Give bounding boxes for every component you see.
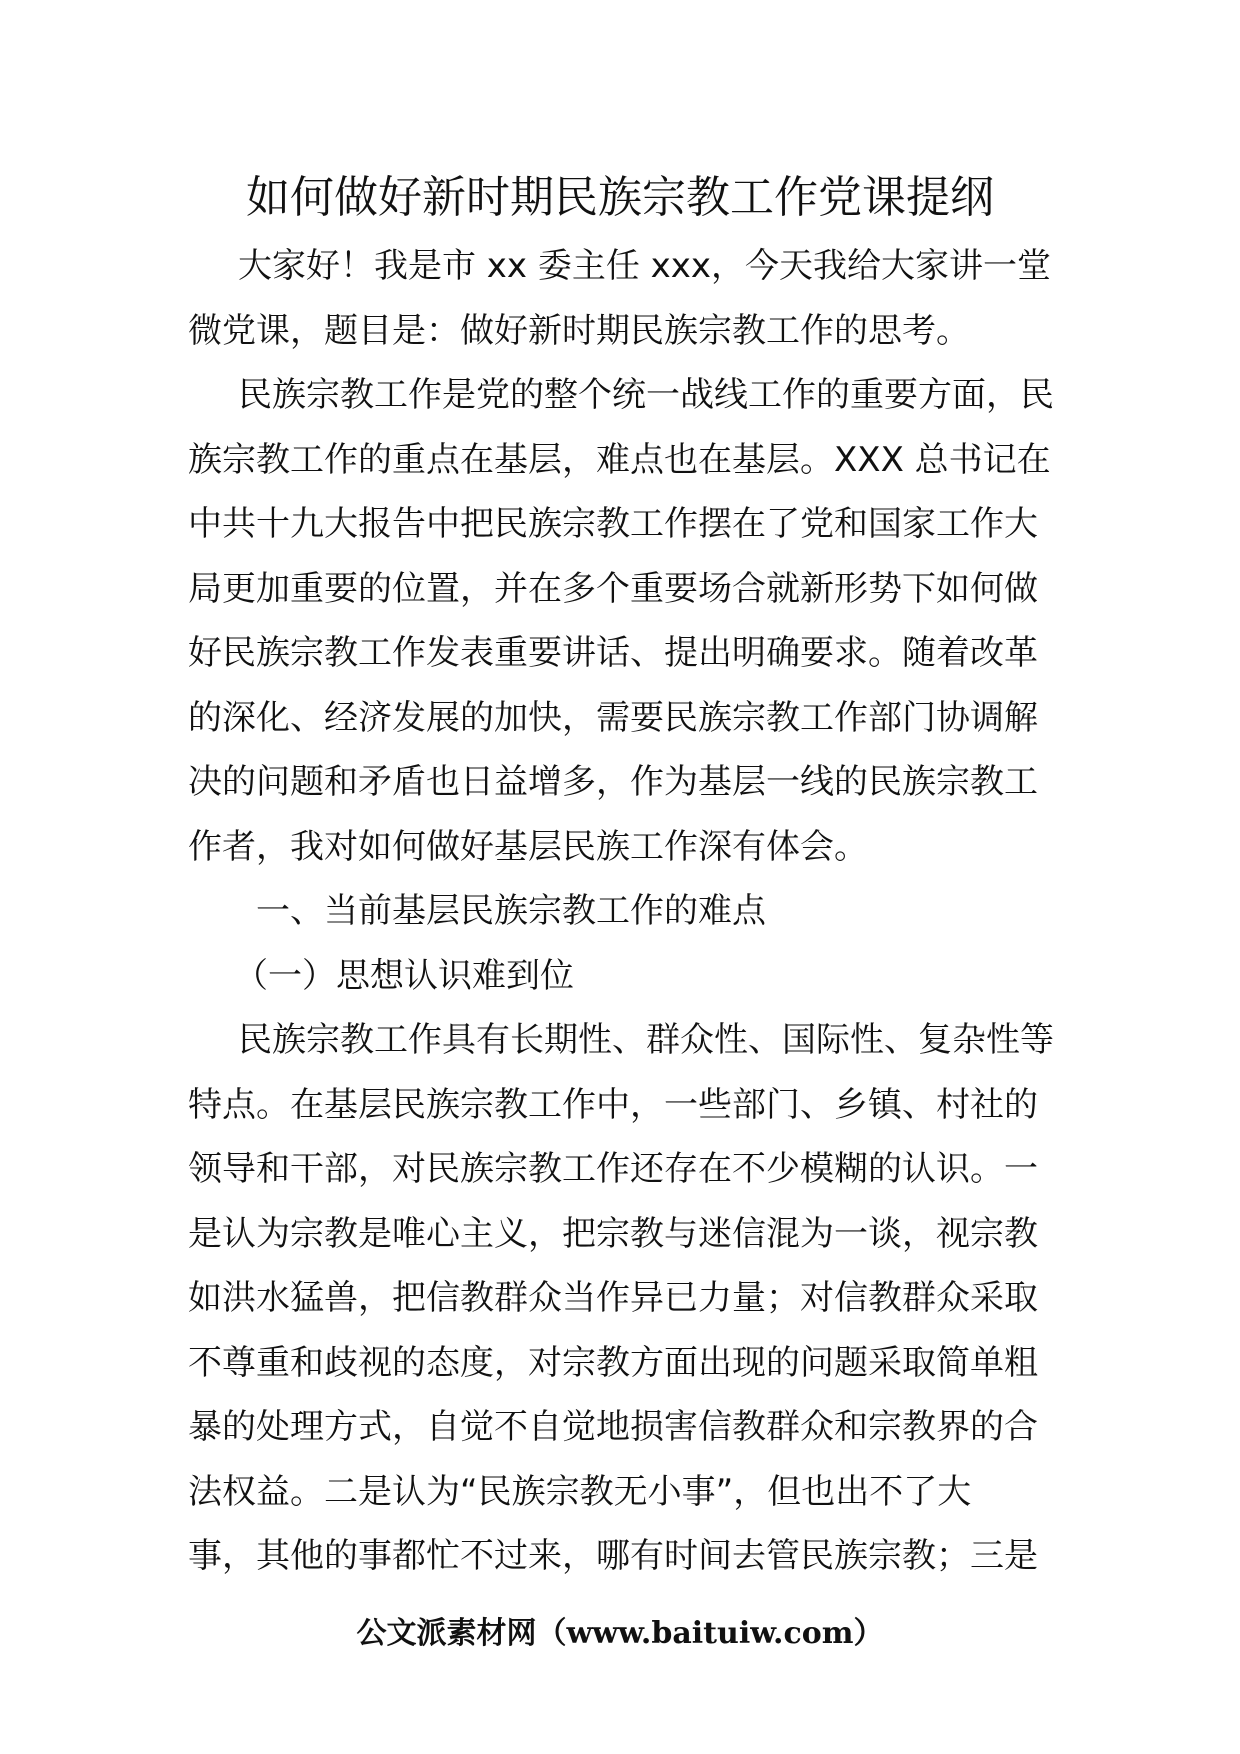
paragraph-line: 法权益。二是认为“民族宗教无小事”，但也出不了大 — [188, 1471, 972, 1512]
paragraph-line: 大家好！我是市 xx 委主任 xxx，今天我给大家讲一堂 — [238, 246, 1052, 286]
footer-source-text: 公文派素材网（www.baituiw.com） — [356, 1616, 884, 1651]
paragraph-line: 事，其他的事都忙不过来，哪有时间去管民族宗教；三是 — [188, 1536, 1038, 1576]
paragraph-line: 族宗教工作的重点在基层，难点也在基层。XXX 总书记在 — [188, 439, 1051, 480]
paragraph-line: 暴的处理方式，自觉不自觉地损害信教群众和宗教界的合 — [188, 1407, 1038, 1447]
paragraph-line: 作者，我对如何做好基层民族工作深有体会。 — [188, 826, 868, 867]
paragraph-line: 民族宗教工作是党的整个统一战线工作的重要方面，民 — [238, 375, 1054, 415]
document-body — [188, 234, 1060, 1589]
paragraph-line: 的深化、经济发展的加快，需要民族宗教工作部门协调解 — [188, 697, 1038, 738]
paragraph-line: 决的问题和矛盾也日益增多，作为基层一线的民族宗教工 — [188, 762, 1038, 802]
paragraph-line: 领导和干部，对民族宗教工作还存在不少模糊的认识。一 — [188, 1149, 1038, 1189]
paragraph-line: 如洪水猛兽，把信教群众当作异已力量；对信教群众采取 — [188, 1278, 1038, 1318]
paragraph-line: 中共十九大报告中把民族宗教工作摆在了党和国家工作大 — [188, 504, 1038, 544]
paragraph-line: 是认为宗教是唯心主义，把宗教与迷信混为一谈，视宗教 — [188, 1213, 1038, 1254]
paragraph-line: 不尊重和歧视的态度，对宗教方面出现的问题采取简单粗 — [188, 1342, 1038, 1383]
paragraph-line: 民族宗教工作具有长期性、群众性、国际性、复杂性等 — [238, 1020, 1054, 1060]
paragraph-line: 局更加重要的位置，并在多个重要场合就新形势下如何做 — [188, 568, 1038, 609]
document-title: 如何做好新时期民族宗教工作党课提纲 — [246, 172, 994, 223]
paragraph-line: 微党课，题目是：做好新时期民族宗教工作的思考。 — [188, 310, 970, 351]
section-heading: 一、当前基层民族宗教工作的难点 — [256, 891, 766, 931]
subsection-heading: （一）思想认识难到位 — [234, 955, 574, 996]
paragraph-line: 好民族宗教工作发表重要讲话、提出明确要求。随着改革 — [188, 633, 1038, 673]
paragraph-line: 特点。在基层民族宗教工作中，一些部门、乡镇、村社的 — [188, 1084, 1038, 1125]
